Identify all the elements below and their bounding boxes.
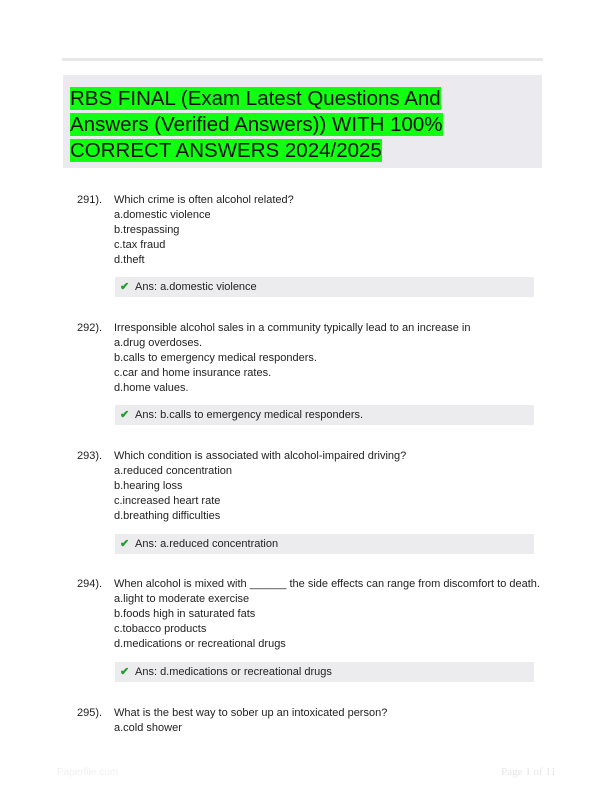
answer-box	[115, 405, 534, 425]
document-title	[70, 86, 470, 164]
option-c: c.car and home insurance rates.	[114, 367, 272, 379]
answer-text: Ans: a.domestic violence	[135, 281, 257, 293]
title-line: RBS FINAL (Exam Latest Questions And	[70, 87, 441, 110]
option-c: c.tobacco products	[114, 623, 207, 635]
answer-text: Ans: b.calls to emergency medical responders.	[135, 409, 364, 421]
answer-text: Ans: a.reduced concentration	[135, 538, 279, 550]
question-text: Which condition is associated with alcohol-impaired driving?	[114, 450, 407, 462]
option-b: b.hearing loss	[114, 480, 183, 492]
question-number: 294).	[77, 578, 103, 590]
option-d: d.breathing difficulties	[114, 510, 221, 522]
question-body	[114, 706, 387, 736]
option-d: d.home values.	[114, 382, 189, 394]
option-c: c.increased heart rate	[114, 495, 221, 507]
question-text: Which crime is often alcohol related?	[114, 194, 294, 206]
check-icon: ✔	[120, 538, 130, 550]
question-number: 295).	[77, 707, 103, 719]
option-b: b.foods high in saturated fats	[114, 608, 256, 620]
answer-box	[115, 662, 534, 682]
option-d: d.medications or recreational drugs	[114, 638, 286, 650]
option-d: d.theft	[114, 254, 145, 266]
question-text: When alcohol is mixed with ______ the side effects can range from discomfort to death.	[114, 578, 540, 590]
check-icon: ✔	[120, 409, 130, 421]
title-line: Answers (Verified Answers)) WITH 100%	[70, 113, 443, 136]
answer-text: Ans: d.medications or recreational drugs	[135, 666, 332, 678]
question-number: 292).	[77, 322, 103, 334]
option-a: a.reduced concentration	[114, 465, 233, 477]
answer-box	[115, 277, 534, 297]
question-body	[114, 321, 470, 396]
option-a: a.light to moderate exercise	[114, 593, 250, 605]
option-a: a.drug overdoses.	[114, 337, 203, 349]
option-c: c.tax fraud	[114, 239, 166, 251]
option-b: b.calls to emergency medical responders.	[114, 352, 317, 364]
footer-watermark: Paperfile.com	[57, 767, 119, 778]
check-icon: ✔	[120, 666, 130, 678]
question-body	[114, 193, 294, 268]
question-body	[114, 449, 406, 524]
question-number: 293).	[77, 450, 103, 462]
question-body	[114, 577, 540, 652]
question-text: What is the best way to sober up an intoxicated person?	[114, 707, 388, 719]
answer-box	[115, 534, 534, 554]
option-b: b.trespassing	[114, 224, 180, 236]
option-a: a.cold shower	[114, 722, 182, 734]
title-line: CORRECT ANSWERS 2024/2025	[70, 139, 382, 162]
question-text: Irresponsible alcohol sales in a community typically lead to an increase in	[114, 322, 471, 334]
page-indicator: Page 1 of 11	[501, 766, 556, 778]
check-icon: ✔	[120, 281, 130, 293]
question-number: 291).	[77, 194, 103, 206]
option-a: a.domestic violence	[114, 209, 211, 221]
top-divider	[62, 58, 543, 61]
